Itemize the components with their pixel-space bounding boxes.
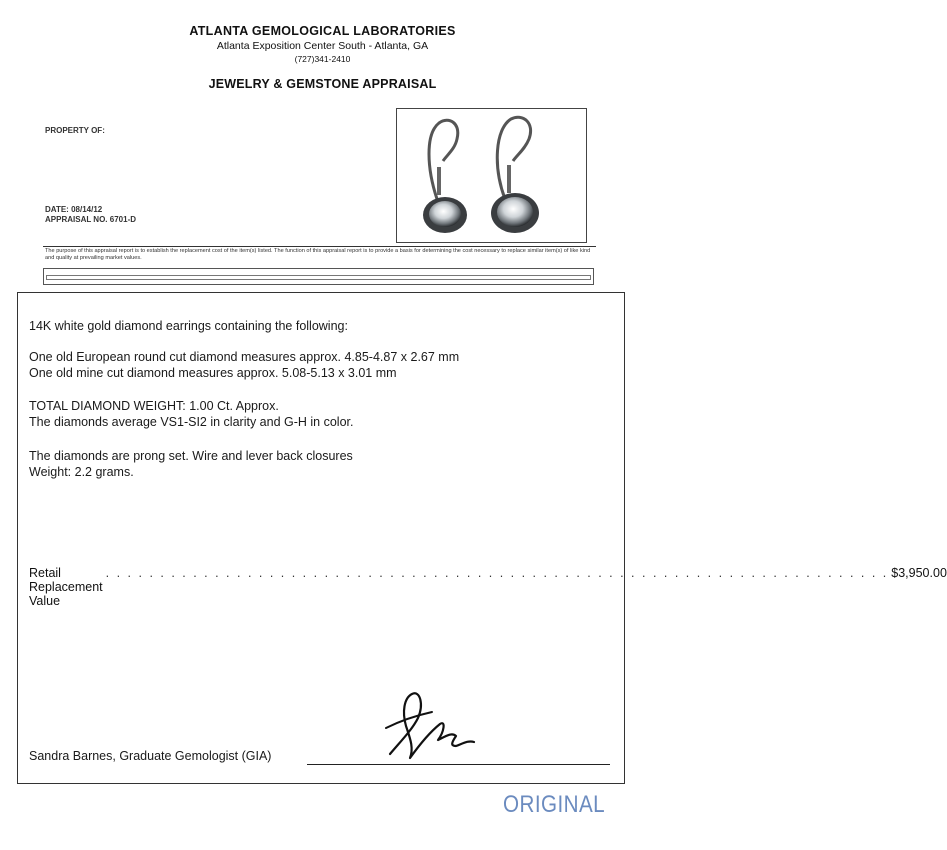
diamond-quality: The diamonds average VS1-SI2 in clarity and G-H in color. — [29, 415, 354, 429]
original-stamp: ORIGINAL — [503, 791, 606, 818]
signature-line — [307, 764, 610, 765]
stone-2-description: One old mine cut diamond measures approx. 5.08-5.13 x 3.01 mm — [29, 366, 397, 380]
handwritten-signature — [380, 682, 490, 764]
dot-leader: . . . . . . . . . . . . . . . . . . . . . . . . . . . . . . . . . . . . . . . . . . . . . . . . . . . . . . . . . . . . . . . . . . . . . . . . — [105, 566, 889, 580]
date-label: DATE: — [45, 205, 69, 214]
retail-value-label: Retail Replacement Value — [29, 566, 103, 608]
divider-top — [43, 246, 596, 247]
document-title: JEWELRY & GEMSTONE APPRAISAL — [208, 77, 437, 91]
decorative-band — [43, 268, 594, 285]
total-diamond-weight: TOTAL DIAMOND WEIGHT: 1.00 Ct. Approx. — [29, 399, 279, 413]
appraisal-value: 6701-D — [109, 215, 137, 224]
retail-value-amount: $3,950.00 — [891, 566, 947, 580]
appraisal-label: APPRAISAL NO. — [45, 215, 108, 224]
item-weight: Weight: 2.2 grams. — [29, 465, 134, 479]
retail-value-row — [29, 566, 947, 608]
company-address: Atlanta Exposition Center South - Atlanta, GA — [216, 40, 429, 52]
signer-name: Sandra Barnes, Graduate Gemologist (GIA) — [29, 749, 272, 763]
appraisal-row — [45, 215, 136, 224]
company-name: ATLANTA GEMOLOGICAL LABORATORIES — [189, 24, 456, 38]
property-of-label: PROPERTY OF: — [45, 126, 105, 135]
company-phone: (727)341-2410 — [294, 54, 351, 64]
earrings-photo — [396, 108, 587, 243]
earrings-illustration — [397, 109, 586, 242]
stone-1-description: One old European round cut diamond measures approx. 4.85-4.87 x 2.67 mm — [29, 350, 460, 364]
date-value: 08/14/12 — [71, 205, 103, 214]
disclaimer-text: The purpose of this appraisal report is to establish the replacement cost of the item(s) listed. The function of this appraisal report is to provide a basis for determining the cost necessary to replace similar item(s) of like kind and quality at prevailing market values. — [45, 248, 591, 261]
setting-description: The diamonds are prong set. Wire and lever back closures — [29, 449, 353, 463]
item-intro: 14K white gold diamond earrings containing the following: — [29, 319, 348, 333]
date-row — [45, 205, 102, 214]
